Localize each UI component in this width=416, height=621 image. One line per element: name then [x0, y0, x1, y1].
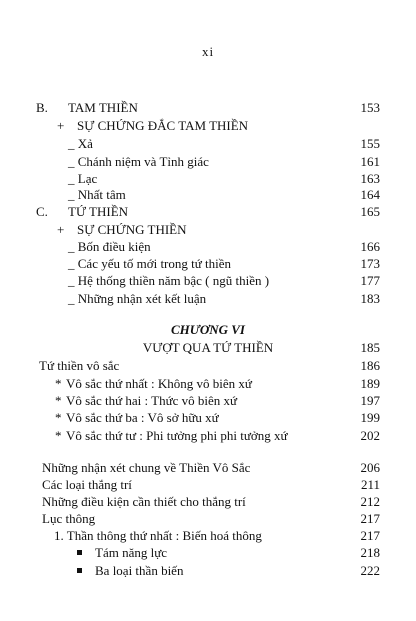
page-ref: 153 — [360, 100, 380, 115]
entry-label: Những điều kiện cần thiết cho thắng trí — [42, 494, 246, 509]
page-ref: 212 — [360, 494, 380, 509]
toc-entry — [0, 290, 416, 308]
page-ref: 161 — [360, 154, 380, 169]
page-ref: 206 — [360, 460, 380, 475]
asterisk-icon: * — [55, 393, 62, 408]
entry-label: _ Nhất tâm — [68, 187, 126, 202]
chapter-title-row — [0, 339, 416, 357]
toc-entry — [0, 459, 416, 477]
toc-entry — [0, 527, 416, 545]
page-ref: 199 — [360, 410, 380, 425]
entry-label: Tứ thiền vô sắc — [39, 358, 120, 373]
page-ref: 217 — [360, 511, 380, 526]
page-ref: 222 — [360, 563, 380, 578]
toc-entry — [0, 562, 416, 580]
square-bullet-icon — [77, 550, 82, 555]
page-ref: 173 — [360, 256, 380, 271]
chapter-title: VƯỢT QUA TỨ THIỀN — [142, 340, 274, 355]
toc-entry — [0, 409, 416, 427]
section-letter: B. — [36, 100, 48, 115]
entry-label: Vô sắc thứ hai : Thức vô biên xứ — [66, 393, 238, 408]
square-bullet-icon — [77, 568, 82, 573]
toc-entry — [0, 153, 416, 171]
entry-label: _ Các yếu tố mới trong tứ thiền — [68, 256, 232, 271]
entry-label: _ Chánh niệm và Tỉnh giác — [68, 154, 209, 169]
toc-entry — [0, 238, 416, 256]
page-ref: 186 — [360, 358, 380, 373]
entry-label: _ Hệ thống thiền năm bậc ( ngũ thiền ) — [68, 273, 270, 288]
page-ref: 189 — [360, 376, 380, 391]
entry-label: Vô sắc thứ nhất : Không vô biên xứ — [66, 376, 252, 391]
section-letter: C. — [36, 204, 48, 219]
chapter-label: CHƯƠNG VI — [170, 322, 245, 337]
page-ref: 202 — [360, 428, 380, 443]
toc-entry — [0, 476, 416, 494]
toc-entry — [0, 186, 416, 204]
toc-entry — [0, 375, 416, 393]
section-title: TAM THIỀN — [68, 100, 138, 115]
toc-entry — [0, 135, 416, 153]
entry-label: _ Bốn điều kiện — [68, 239, 151, 254]
page-ref: 166 — [360, 239, 380, 254]
page-ref: 217 — [360, 528, 380, 543]
entry-label: Vô sắc thứ ba : Vô sở hữu xứ — [66, 410, 219, 425]
subheading-title: SỰ CHỨNG THIỀN — [77, 222, 187, 237]
page-ref: 211 — [360, 477, 380, 492]
page-ref: 177 — [360, 273, 380, 288]
page-ref: 218 — [360, 545, 380, 560]
page-ref: 165 — [360, 204, 380, 219]
toc-entry — [0, 255, 416, 273]
page-ref: 185 — [360, 340, 380, 355]
entry-label: 1. Thần thông thứ nhất : Biến hoá thông — [54, 528, 262, 543]
entry-label: _ Xả — [68, 136, 93, 151]
toc-entry — [0, 272, 416, 290]
toc-entry-section-b — [0, 99, 416, 117]
page-ref: 155 — [360, 136, 380, 151]
entry-label: _ Lạc — [68, 171, 98, 186]
asterisk-icon: * — [55, 428, 62, 443]
toc-subheading-b — [0, 117, 416, 135]
page-number: xi — [201, 44, 215, 59]
plus-marker-icon: + — [57, 222, 65, 237]
toc-entry — [0, 493, 416, 511]
section-title: TỨ THIỀN — [68, 204, 129, 219]
toc-entry — [0, 510, 416, 528]
toc-entry-section-c — [0, 203, 416, 221]
toc-subheading-c — [0, 221, 416, 239]
toc-entry — [0, 357, 416, 375]
asterisk-icon: * — [55, 376, 62, 391]
entry-label: Lục thông — [42, 511, 96, 526]
page-ref: 163 — [360, 171, 380, 186]
subheading-title: SỰ CHỨNG ĐẮC TAM THIỀN — [77, 118, 249, 133]
entry-label: Tám năng lực — [95, 545, 168, 560]
plus-marker-icon: + — [57, 118, 65, 133]
entry-label: _ Những nhận xét kết luận — [68, 291, 207, 306]
entry-label: Các loại thắng trí — [42, 477, 132, 492]
entry-label: Vô sắc thứ tư : Phi tưởng phi phi tưởng xứ — [66, 428, 288, 443]
page-ref: 164 — [360, 187, 380, 202]
toc-entry — [0, 392, 416, 410]
toc-entry — [0, 544, 416, 562]
page-ref: 183 — [360, 291, 380, 306]
toc-entry — [0, 427, 416, 445]
asterisk-icon: * — [55, 410, 62, 425]
entry-label: Những nhận xét chung về Thiền Vô Sắc — [42, 460, 251, 475]
page-ref: 197 — [360, 393, 380, 408]
entry-label: Ba loại thần biến — [95, 563, 184, 578]
